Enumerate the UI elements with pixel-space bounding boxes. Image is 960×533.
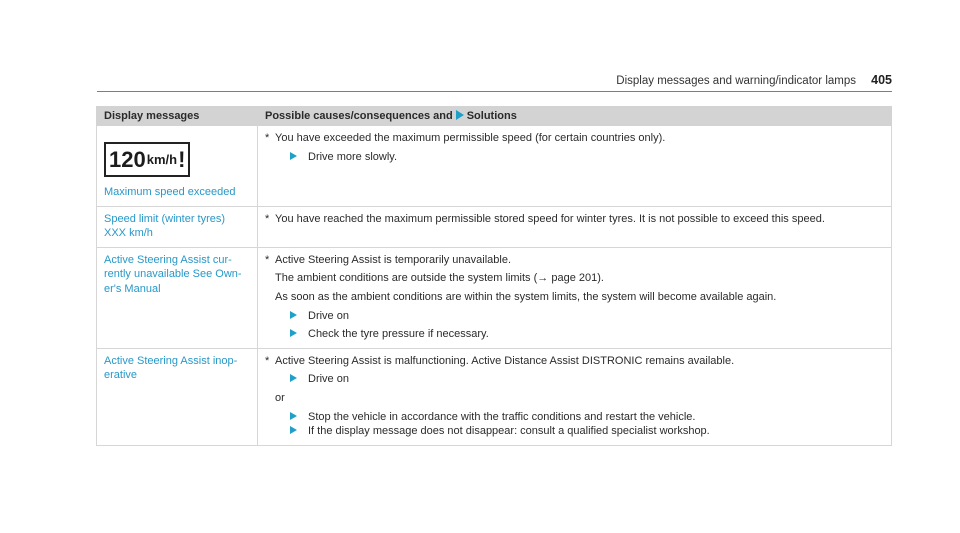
table-row — [97, 348, 892, 445]
cause-cell — [258, 126, 892, 207]
step-arrow-icon — [290, 426, 297, 434]
max-speed-warning-icon — [104, 142, 190, 177]
cause-text-content: You have exceeded the maximum permissible speed (for certain countries only). — [275, 132, 666, 144]
step-arrow-icon — [290, 152, 297, 160]
solution-step-text: Drive on — [308, 373, 349, 386]
cause-detail: As soon as the ambient conditions are within the system limits, the system will become available again. — [275, 290, 777, 303]
or-text: or — [275, 391, 285, 404]
message-label: XXX km/h — [104, 227, 153, 240]
cause-text — [265, 354, 884, 369]
header-title: Display messages and warning/indicator lamps — [616, 75, 856, 87]
message-cell — [97, 247, 258, 348]
step-arrow-icon — [290, 374, 297, 382]
solution-step — [265, 327, 884, 342]
message-cell — [97, 126, 258, 207]
cause-cell — [258, 247, 892, 348]
column-header-messages-label: Display messages — [104, 110, 200, 122]
speed-icon-number: 120 — [109, 147, 146, 172]
footnote-star: * — [265, 354, 270, 367]
table-row — [97, 126, 892, 207]
footnote-star: * — [265, 212, 270, 225]
message-label: Active Steering Assist inop- — [104, 354, 238, 367]
solution-step — [265, 410, 884, 425]
solution-step — [265, 150, 884, 165]
step-arrow-icon — [290, 329, 297, 337]
column-header-messages — [97, 107, 258, 126]
message-label: rently unavailable See Own- — [104, 268, 242, 281]
display-messages-table — [96, 106, 892, 446]
cause-cell — [258, 348, 892, 445]
column-header-causes-label: Possible causes/consequences and — [265, 110, 453, 122]
solution-step-text: Drive more slowly. — [308, 150, 398, 163]
step-arrow-icon — [290, 311, 297, 319]
table-row — [97, 206, 892, 247]
column-header-solutions-label: Solutions — [466, 110, 517, 122]
cause-text-content: Active Steering Assist is malfunctioning. Active Distance Assist DISTRONIC remains available. — [275, 354, 735, 367]
solution-step-text: Check the tyre pressure if necessary. — [308, 328, 489, 341]
message-label: Maximum speed exceeded — [104, 186, 236, 198]
cause-text — [265, 131, 884, 146]
table-header-row — [97, 107, 892, 126]
message-cell — [97, 206, 258, 247]
message-label: erative — [104, 369, 138, 382]
message-cell — [97, 348, 258, 445]
solution-step — [265, 372, 884, 387]
solution-step — [265, 309, 884, 324]
speed-icon-unit: km/h — [146, 152, 178, 167]
speed-icon-exclamation: ! — [178, 147, 186, 172]
footnote-star: * — [265, 253, 270, 266]
cause-detail: The ambient conditions are outside the system limits (→ page 201). — [275, 272, 604, 285]
solution-step-text: If the display message does not disappear: consult a qualified specialist workshop. — [308, 425, 710, 438]
cause-text — [265, 253, 884, 268]
cause-cell — [258, 206, 892, 247]
footnote-star: * — [265, 132, 270, 144]
solution-step-text: Drive on — [308, 309, 349, 322]
solution-step-text: Stop the vehicle in accordance with the traffic conditions and restart the vehicle. — [308, 410, 696, 423]
page-header — [97, 71, 892, 92]
table-row — [97, 247, 892, 348]
cause-text-content: Active Steering Assist is temporarily unavailable. — [275, 253, 511, 266]
message-label: er's Manual — [104, 282, 161, 295]
page-number: 405 — [871, 73, 892, 87]
message-label: Active Steering Assist cur- — [104, 253, 232, 266]
solutions-arrow-icon — [456, 110, 464, 120]
message-label: Speed limit (winter tyres) — [104, 212, 226, 225]
column-header-causes — [258, 107, 892, 126]
cause-text-content: You have reached the maximum permissible stored speed for winter tyres. It is not possible to exceed this speed. — [275, 212, 825, 225]
solution-step — [265, 424, 884, 439]
step-arrow-icon — [290, 412, 297, 420]
cause-text — [265, 212, 884, 227]
